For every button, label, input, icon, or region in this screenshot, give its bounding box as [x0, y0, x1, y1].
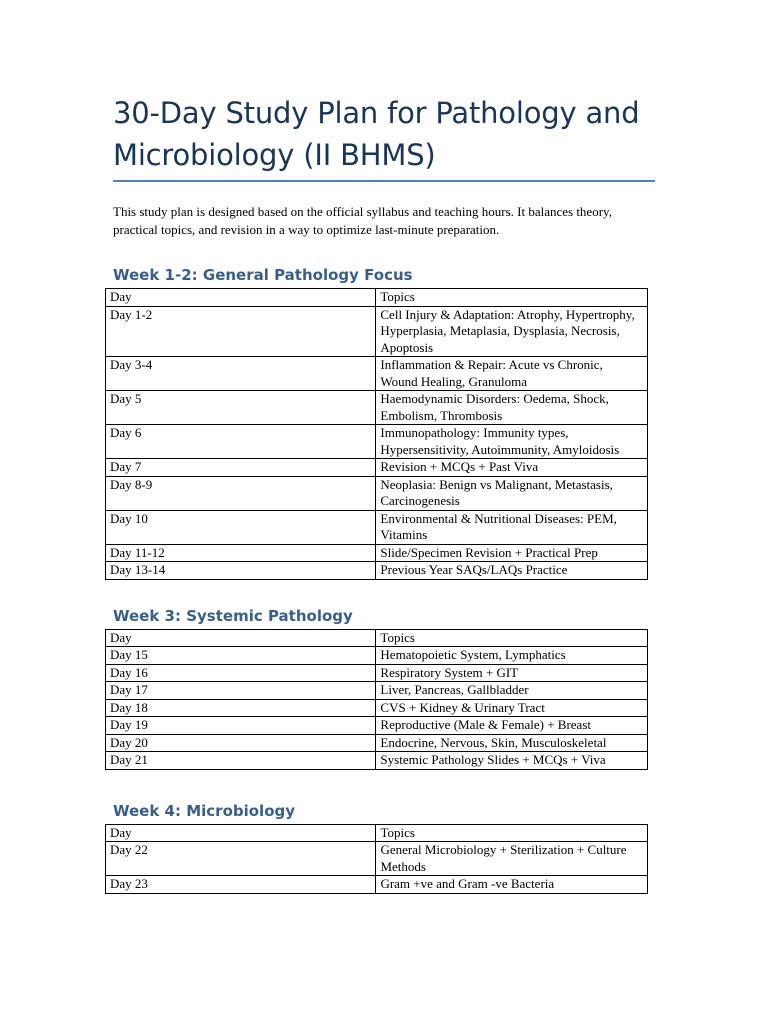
column-header-topics: Topics [376, 824, 648, 842]
day-cell: Day 15 [106, 647, 376, 665]
column-header-topics: Topics [376, 629, 648, 647]
topics-cell: Hematopoietic System, Lymphatics [376, 647, 648, 665]
topics-cell: Endocrine, Nervous, Skin, Musculoskeletal [376, 734, 648, 752]
column-header-day: Day [106, 824, 376, 842]
intro-paragraph: This study plan is designed based on the official syllabus and teaching hours. It balances theory, practical topics, and revision in a way to optimize last-minute preparation. [113, 204, 612, 237]
section-heading-week-4: Week 4: Microbiology [113, 801, 296, 820]
table-row [106, 357, 648, 391]
topics-cell: Neoplasia: Benign vs Malignant, Metastasis, Carcinogenesis [376, 476, 648, 510]
column-header-day: Day [106, 629, 376, 647]
topics-cell: Systemic Pathology Slides + MCQs + Viva [376, 752, 648, 770]
plan-table-week-4 [105, 824, 648, 894]
table-header-row [106, 824, 648, 842]
day-cell: Day 6 [106, 425, 376, 459]
table-row [106, 699, 648, 717]
day-cell: Day 16 [106, 664, 376, 682]
day-cell: Day 3-4 [106, 357, 376, 391]
column-header-day: Day [106, 289, 376, 307]
table-row [106, 391, 648, 425]
day-cell: Day 7 [106, 459, 376, 477]
topics-cell: Reproductive (Male & Female) + Breast [376, 717, 648, 735]
day-cell: Day 17 [106, 682, 376, 700]
table-header-row [106, 289, 648, 307]
table-row [106, 510, 648, 544]
day-cell: Day 23 [106, 876, 376, 894]
section-heading-week-1-2: Week 1-2: General Pathology Focus [113, 266, 413, 284]
topics-cell: Gram +ve and Gram -ve Bacteria [376, 876, 648, 894]
table-row [106, 306, 648, 357]
day-cell: Day 5 [106, 391, 376, 425]
table-row [106, 734, 648, 752]
topics-cell: Revision + MCQs + Past Viva [376, 459, 648, 477]
table-row [106, 876, 648, 894]
table-row [106, 425, 648, 459]
title-divider [113, 180, 655, 182]
table-row [106, 682, 648, 700]
table-row [106, 752, 648, 770]
table-row [106, 647, 648, 665]
table-row [106, 664, 648, 682]
day-cell: Day 18 [106, 699, 376, 717]
topics-cell: Cell Injury & Adaptation: Atrophy, Hypertrophy, Hyperplasia, Metaplasia, Dysplasia, Necrosis, Apoptosis [376, 306, 648, 357]
topics-cell: Liver, Pancreas, Gallbladder [376, 682, 648, 700]
plan-table-week-3 [105, 629, 648, 770]
section-heading-week-3: Week 3: Systemic Pathology [113, 606, 353, 625]
document-page [110, 92, 655, 894]
topics-cell: Previous Year SAQs/LAQs Practice [376, 562, 648, 580]
table-row [106, 459, 648, 477]
topics-cell: Slide/Specimen Revision + Practical Prep [376, 544, 648, 562]
table-row [106, 476, 648, 510]
topics-cell: Immunopathology: Immunity types, Hypersensitivity, Autoimmunity, Amyloidosis [376, 425, 648, 459]
topics-cell: CVS + Kidney & Urinary Tract [376, 699, 648, 717]
day-cell: Day 19 [106, 717, 376, 735]
table-header-row [106, 629, 648, 647]
column-header-topics: Topics [376, 289, 648, 307]
day-cell: Day 13-14 [106, 562, 376, 580]
day-cell: Day 11-12 [106, 544, 376, 562]
day-cell: Day 1-2 [106, 306, 376, 357]
plan-table-week-1-2 [105, 288, 648, 580]
table-row [106, 717, 648, 735]
page-title: 30-Day Study Plan for Pathology and Microbiology (II BHMS) [113, 96, 640, 172]
topics-cell: Inflammation & Repair: Acute vs Chronic, Wound Healing, Granuloma [376, 357, 648, 391]
topics-cell: Respiratory System + GIT [376, 664, 648, 682]
topics-cell: Environmental & Nutritional Diseases: PEM, Vitamins [376, 510, 648, 544]
topics-cell: General Microbiology + Sterilization + Culture Methods [376, 842, 648, 876]
day-cell: Day 8-9 [106, 476, 376, 510]
topics-cell: Haemodynamic Disorders: Oedema, Shock, Embolism, Thrombosis [376, 391, 648, 425]
table-row [106, 842, 648, 876]
table-row [106, 544, 648, 562]
day-cell: Day 21 [106, 752, 376, 770]
day-cell: Day 20 [106, 734, 376, 752]
table-row [106, 562, 648, 580]
day-cell: Day 22 [106, 842, 376, 876]
day-cell: Day 10 [106, 510, 376, 544]
